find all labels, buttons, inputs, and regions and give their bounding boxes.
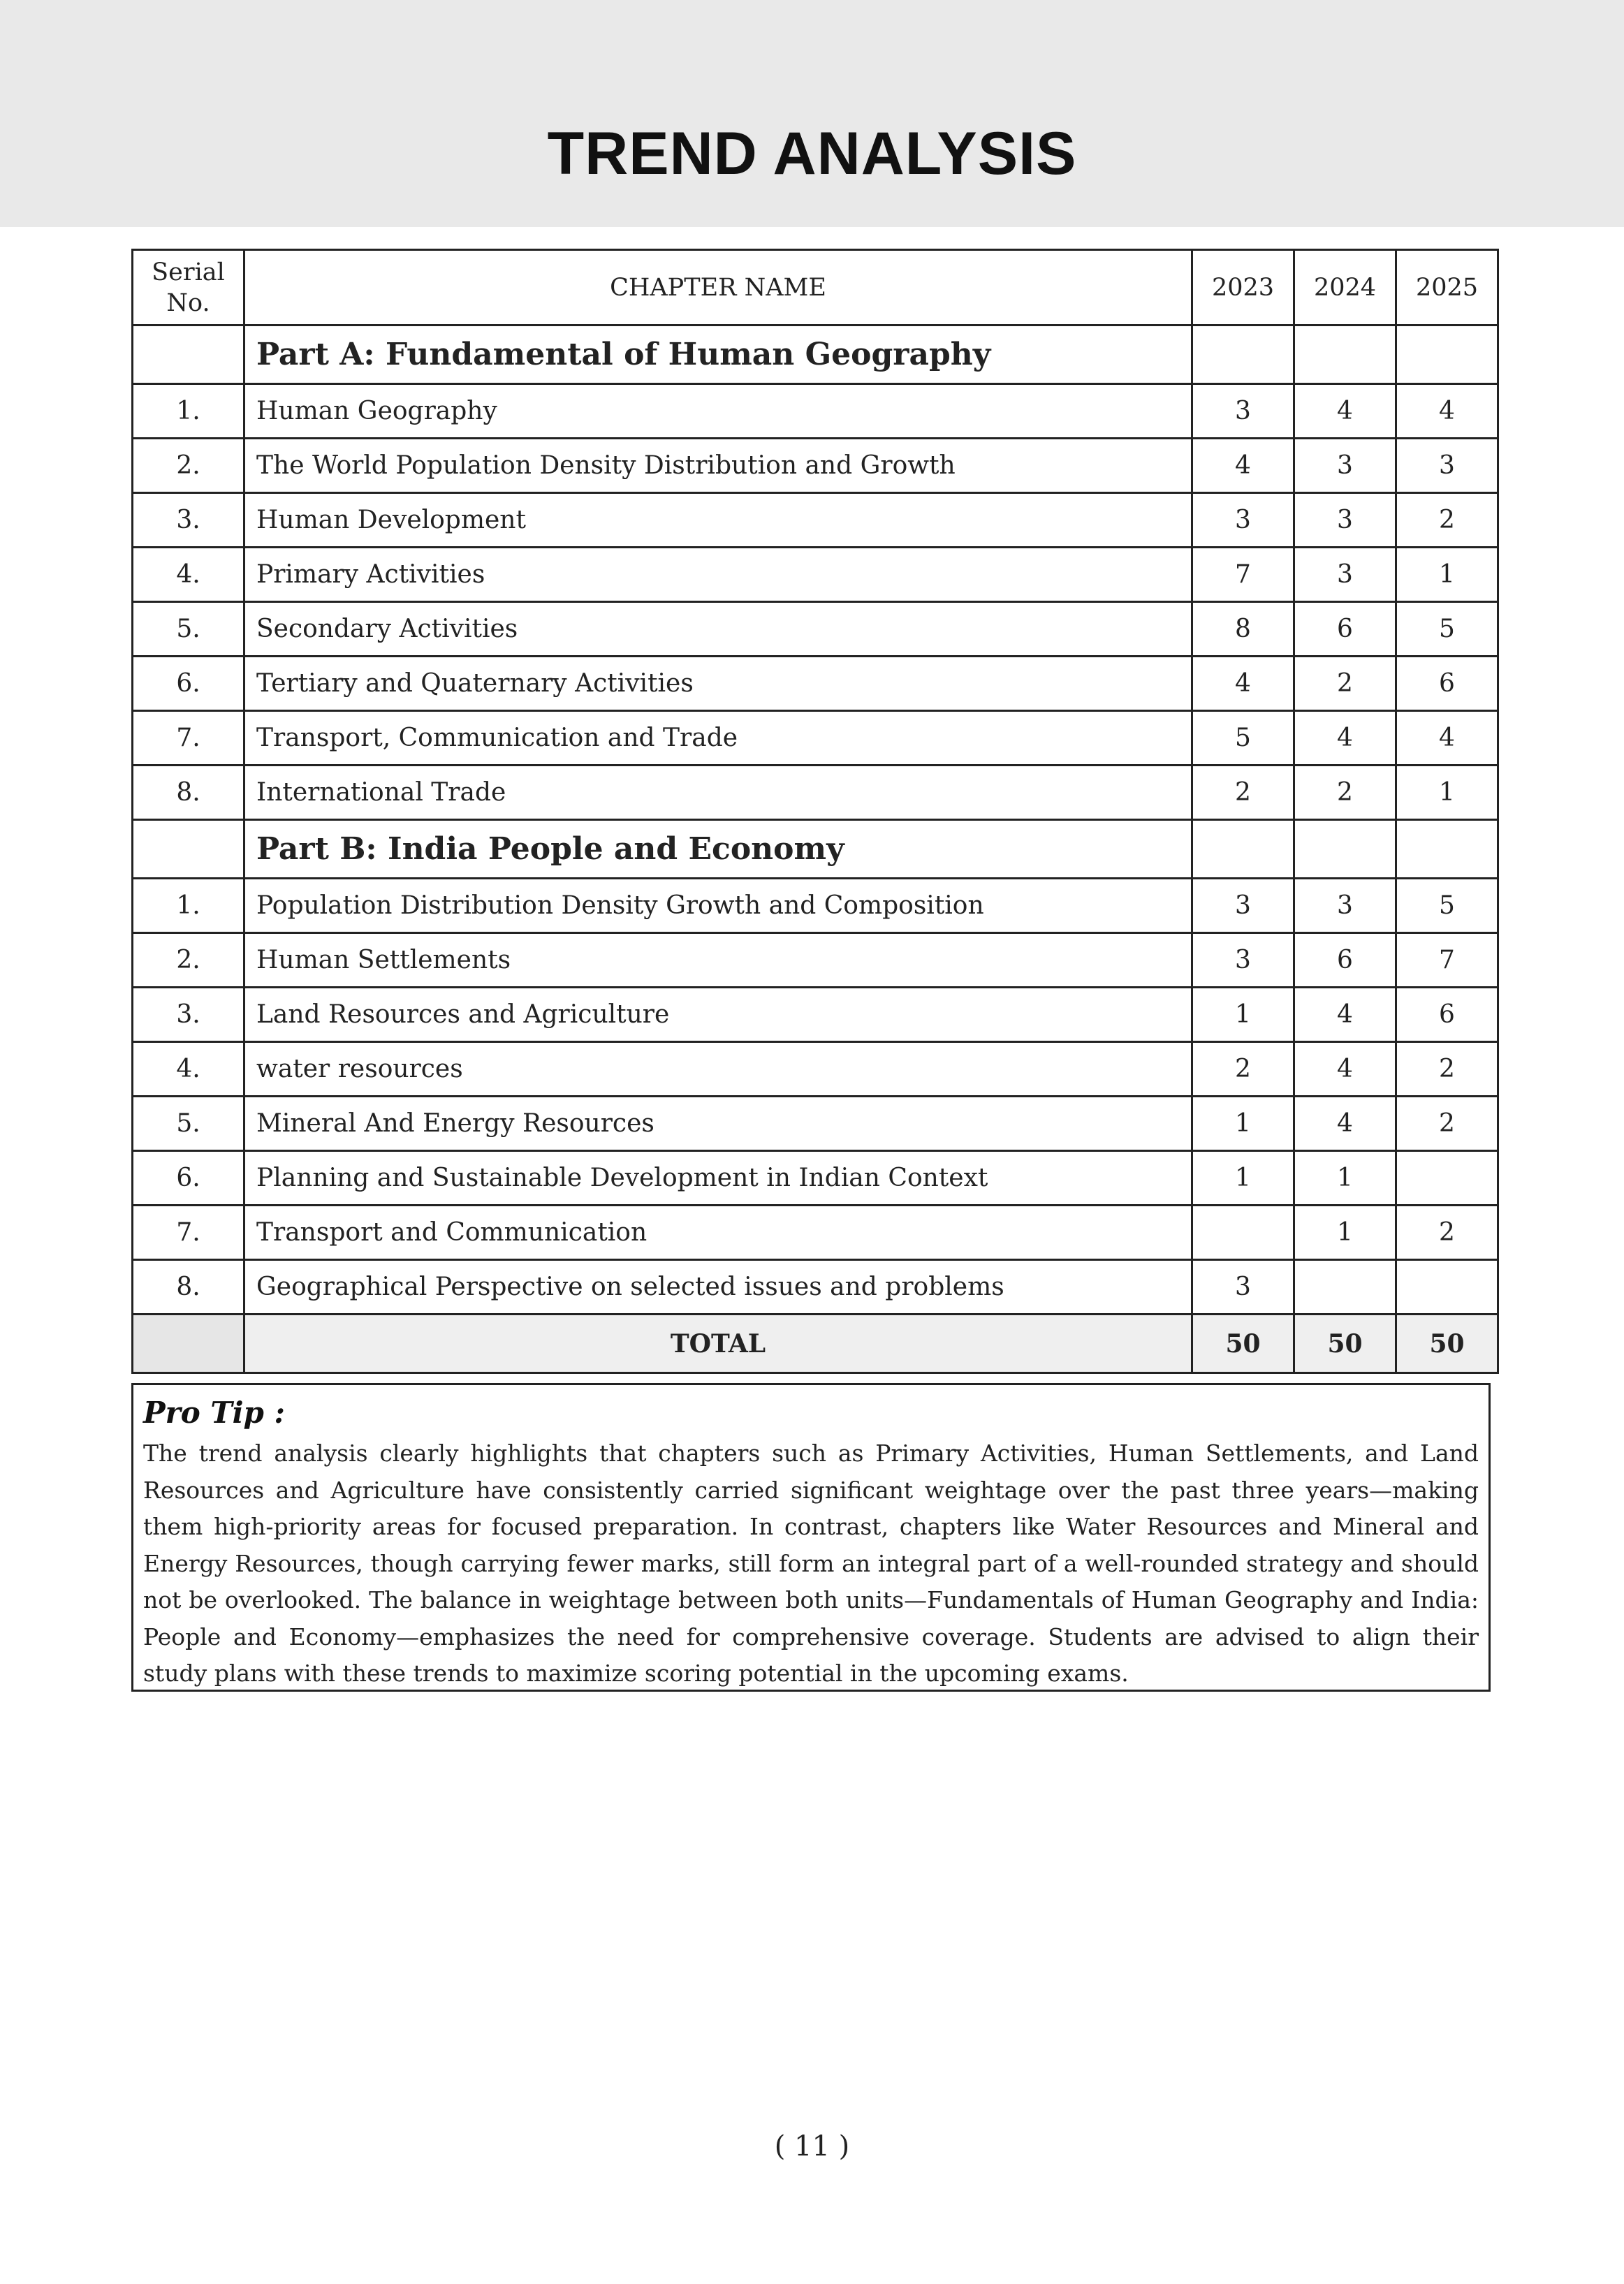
- marks-2024-cell: 4: [1294, 711, 1396, 766]
- section-year-cell: [1294, 325, 1396, 384]
- marks-2023-cell: 3: [1192, 1260, 1294, 1315]
- title-banner: [0, 0, 1624, 227]
- serial-cell: 4.: [133, 1042, 244, 1097]
- chapter-name-cell: Tertiary and Quaternary Activities: [244, 657, 1192, 711]
- table-row: [133, 766, 1498, 820]
- marks-2025-cell: 2: [1396, 493, 1498, 548]
- chapter-name-cell: Population Distribution Density Growth and Composition: [244, 879, 1192, 933]
- marks-2023-cell: 3: [1192, 933, 1294, 988]
- marks-2023-cell: 3: [1192, 384, 1294, 439]
- total-serial-cell: [133, 1315, 244, 1373]
- table-row: [133, 439, 1498, 493]
- chapter-name-cell: Secondary Activities: [244, 602, 1192, 657]
- table-row: [133, 493, 1498, 548]
- marks-2025-cell: 7: [1396, 933, 1498, 988]
- chapter-name-cell: Mineral And Energy Resources: [244, 1097, 1192, 1151]
- chapter-name-cell: Transport, Communication and Trade: [244, 711, 1192, 766]
- serial-cell: 8.: [133, 1260, 244, 1315]
- marks-2024-cell: 1: [1294, 1151, 1396, 1206]
- serial-cell: 3.: [133, 988, 244, 1042]
- table-row: [133, 1097, 1498, 1151]
- table-row: [133, 879, 1498, 933]
- chapter-name-cell: water resources: [244, 1042, 1192, 1097]
- table-row: [133, 1042, 1498, 1097]
- section-title: Part A: Fundamental of Human Geography: [244, 325, 1192, 384]
- serial-cell: 2.: [133, 933, 244, 988]
- page-number: ( 11 ): [774, 2130, 850, 2162]
- serial-cell: 8.: [133, 766, 244, 820]
- serial-cell: 4.: [133, 548, 244, 602]
- table-row: [133, 384, 1498, 439]
- table-row: [133, 548, 1498, 602]
- marks-2023-cell: 1: [1192, 1097, 1294, 1151]
- marks-2024-cell: 4: [1294, 988, 1396, 1042]
- serial-cell: 7.: [133, 1206, 244, 1260]
- marks-2023-cell: 7: [1192, 548, 1294, 602]
- trend-table: [131, 249, 1499, 1374]
- marks-2025-cell: 4: [1396, 384, 1498, 439]
- table-row: [133, 1151, 1498, 1206]
- marks-2024-cell: 3: [1294, 879, 1396, 933]
- table-row: [133, 657, 1498, 711]
- pro-tip-body: The trend analysis clearly highlights that chapters such as Primary Activities, Human Settlements, and Land Resources and Agriculture have consistently carried significant weightage over the past three years—making them high-priority areas for focused preparation. In contrast, chapters like Water Resources and Mineral and Energy Resources, though carrying fewer marks, still form an integral part of a well-rounded strategy and should not be overlooked. The balance in weightage between both units—Fundamentals of Human Geography and India: People and Economy—emphasizes the need for comprehensive coverage. Students are advised to align their study plans with these trends to maximize scoring potential in the upcoming exams.: [143, 1440, 1479, 1687]
- marks-2025-cell: 5: [1396, 602, 1498, 657]
- header-serial: Serial No.: [133, 250, 244, 325]
- marks-2025-cell: [1396, 1151, 1498, 1206]
- serial-cell: 5.: [133, 602, 244, 657]
- marks-2024-cell: 4: [1294, 1097, 1396, 1151]
- pro-tip-title: Pro Tip :: [143, 1396, 286, 1430]
- marks-2023-cell: 1: [1192, 988, 1294, 1042]
- marks-2025-cell: 1: [1396, 548, 1498, 602]
- chapter-name-cell: Primary Activities: [244, 548, 1192, 602]
- header-year-2023: 2023: [1192, 250, 1294, 325]
- marks-2023-cell: [1192, 1206, 1294, 1260]
- serial-cell: 2.: [133, 439, 244, 493]
- marks-2024-cell: 3: [1294, 548, 1396, 602]
- marks-2025-cell: 2: [1396, 1206, 1498, 1260]
- table-row: [133, 1206, 1498, 1260]
- section-year-cell: [1396, 820, 1498, 879]
- marks-2023-cell: 3: [1192, 493, 1294, 548]
- marks-2025-cell: 1: [1396, 766, 1498, 820]
- section-year-cell: [1192, 820, 1294, 879]
- table-body: [133, 325, 1498, 1373]
- chapter-name-cell: Human Geography: [244, 384, 1192, 439]
- table-row: [133, 988, 1498, 1042]
- marks-2024-cell: 3: [1294, 439, 1396, 493]
- chapter-name-cell: Land Resources and Agriculture: [244, 988, 1192, 1042]
- header-year-2024: 2024: [1294, 250, 1396, 325]
- serial-cell: 5.: [133, 1097, 244, 1151]
- section-year-cell: [1192, 325, 1294, 384]
- marks-2024-cell: 2: [1294, 766, 1396, 820]
- total-label: TOTAL: [244, 1315, 1192, 1373]
- marks-2023-cell: 2: [1192, 1042, 1294, 1097]
- header-chapter-name: CHAPTER NAME: [244, 250, 1192, 325]
- marks-2023-cell: 3: [1192, 879, 1294, 933]
- section-year-cell: [1294, 820, 1396, 879]
- marks-2023-cell: 1: [1192, 1151, 1294, 1206]
- marks-2024-cell: 3: [1294, 493, 1396, 548]
- marks-2023-cell: 4: [1192, 439, 1294, 493]
- marks-2024-cell: 4: [1294, 384, 1396, 439]
- section-serial-cell: [133, 820, 244, 879]
- table-row: [133, 933, 1498, 988]
- serial-cell: 1.: [133, 384, 244, 439]
- marks-2024-cell: 6: [1294, 602, 1396, 657]
- section-header-row: [133, 820, 1498, 879]
- pro-tip-box: [131, 1383, 1491, 1692]
- marks-2024-cell: 4: [1294, 1042, 1396, 1097]
- marks-2025-cell: 6: [1396, 657, 1498, 711]
- marks-2025-cell: 2: [1396, 1097, 1498, 1151]
- table-header-row: [133, 250, 1498, 325]
- page-title: TREND ANALYSIS: [547, 120, 1077, 187]
- marks-2023-cell: 4: [1192, 657, 1294, 711]
- marks-2025-cell: 3: [1396, 439, 1498, 493]
- header-year-2025: 2025: [1396, 250, 1498, 325]
- marks-2025-cell: 4: [1396, 711, 1498, 766]
- marks-2024-cell: [1294, 1260, 1396, 1315]
- marks-2024-cell: 2: [1294, 657, 1396, 711]
- serial-cell: 3.: [133, 493, 244, 548]
- table-row: [133, 711, 1498, 766]
- marks-2024-cell: 6: [1294, 933, 1396, 988]
- total-2025-cell: 50: [1396, 1315, 1498, 1373]
- marks-2025-cell: [1396, 1260, 1498, 1315]
- total-2024-cell: 50: [1294, 1315, 1396, 1373]
- marks-2025-cell: 6: [1396, 988, 1498, 1042]
- total-2023-cell: 50: [1192, 1315, 1294, 1373]
- serial-cell: 1.: [133, 879, 244, 933]
- chapter-name-cell: Human Settlements: [244, 933, 1192, 988]
- section-year-cell: [1396, 325, 1498, 384]
- chapter-name-cell: Planning and Sustainable Development in Indian Context: [244, 1151, 1192, 1206]
- chapter-name-cell: International Trade: [244, 766, 1192, 820]
- section-header-row: [133, 325, 1498, 384]
- chapter-name-cell: Transport and Communication: [244, 1206, 1192, 1260]
- total-row: [133, 1315, 1498, 1373]
- section-title: Part B: India People and Economy: [244, 820, 1192, 879]
- table-row: [133, 1260, 1498, 1315]
- marks-2023-cell: 2: [1192, 766, 1294, 820]
- marks-2023-cell: 8: [1192, 602, 1294, 657]
- marks-2024-cell: 1: [1294, 1206, 1396, 1260]
- marks-2023-cell: 5: [1192, 711, 1294, 766]
- serial-cell: 6.: [133, 1151, 244, 1206]
- table-row: [133, 602, 1498, 657]
- chapter-name-cell: Human Development: [244, 493, 1192, 548]
- chapter-name-cell: Geographical Perspective on selected issues and problems: [244, 1260, 1192, 1315]
- marks-2025-cell: 5: [1396, 879, 1498, 933]
- chapter-name-cell: The World Population Density Distribution and Growth: [244, 439, 1192, 493]
- serial-cell: 7.: [133, 711, 244, 766]
- serial-cell: 6.: [133, 657, 244, 711]
- marks-2025-cell: 2: [1396, 1042, 1498, 1097]
- section-serial-cell: [133, 325, 244, 384]
